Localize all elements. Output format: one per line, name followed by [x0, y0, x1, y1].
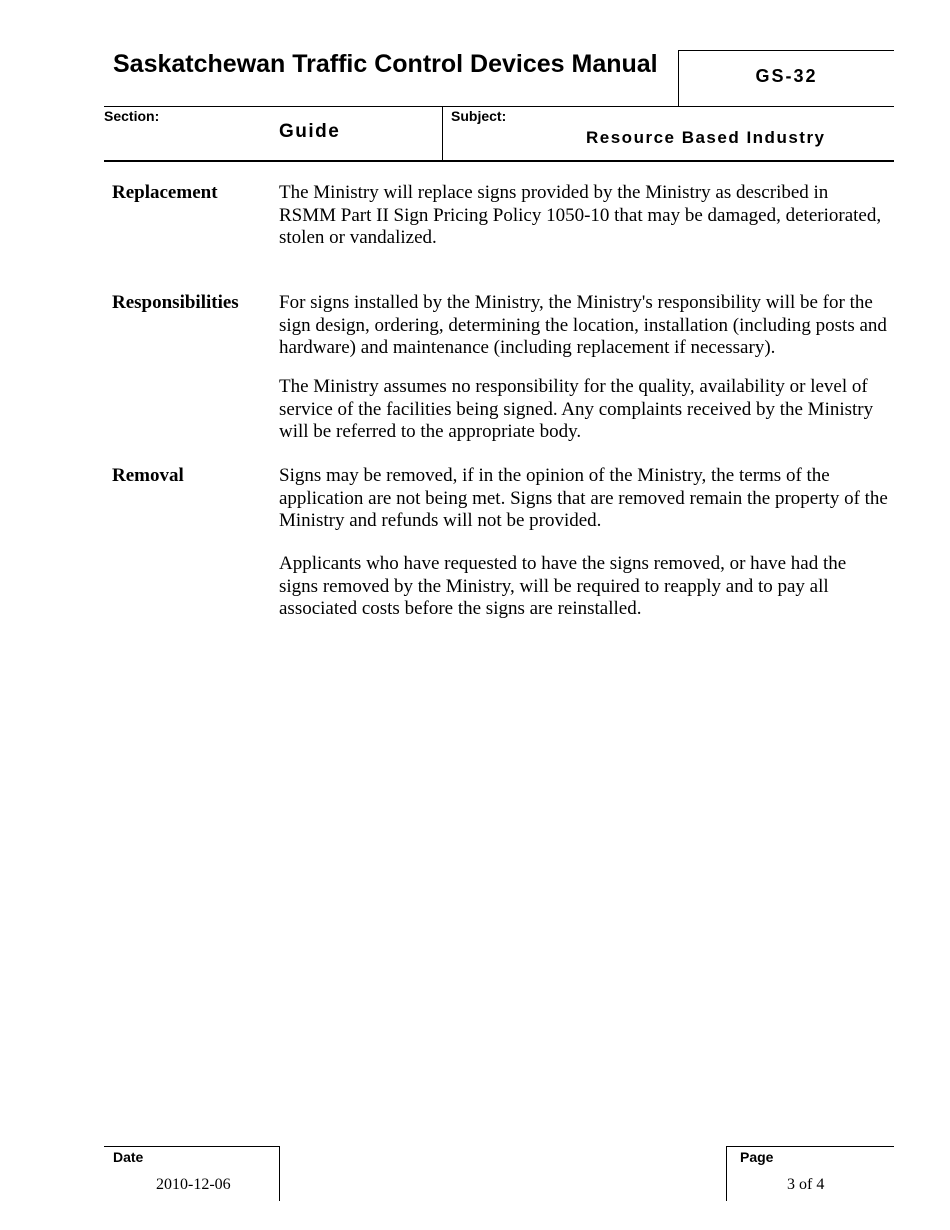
date-value: 2010-12-06 [156, 1176, 231, 1193]
page-box-left-border [726, 1146, 727, 1201]
responsibilities-heading: Responsibilities [112, 292, 239, 313]
page-box-top-border [726, 1146, 894, 1147]
document-title: Saskatchewan Traffic Control Devices Manual [113, 50, 658, 78]
page-label: Page [740, 1149, 774, 1165]
section-label: Section: [104, 108, 160, 124]
date-label: Date [113, 1149, 144, 1165]
replacement-heading: Replacement [112, 182, 218, 203]
section-value: Guide [279, 121, 341, 142]
document-code: GS-32 [755, 66, 818, 86]
removal-paragraph-1: Signs may be removed, if in the opinion of the Ministry, the terms of the application are not being met. Signs that are removed remain the property of the Ministry and refunds will not be provided. [279, 465, 888, 531]
header-column-divider [442, 106, 443, 161]
subject-label: Subject: [451, 108, 507, 124]
page-number: 3 of 4 [787, 1176, 825, 1193]
replacement-paragraph: The Ministry will replace signs provided by the Ministry as described in RSMM Part II Sign Pricing Policy 1050-10 that may be damaged, deteriorated, stolen or vandalized. [279, 182, 882, 248]
responsibilities-paragraph-2: The Ministry assumes no responsibility for the quality, availability or level of service of the facilities being signed. Any complaints received by the Ministry will be referred to the appropriate body. [279, 376, 874, 442]
subject-value: Resource Based Industry [586, 128, 826, 147]
header-divider-bottom [104, 160, 894, 162]
document-code-box [678, 50, 894, 106]
date-box-right-border [279, 1146, 280, 1201]
responsibilities-paragraph-1: For signs installed by the Ministry, the Ministry's responsibility will be for the sign design, ordering, determining the location, installation (including posts and hardware) and maintenance (including replacement if necessary). [279, 292, 887, 358]
date-box-top-border [104, 1146, 279, 1147]
removal-heading: Removal [112, 465, 184, 486]
removal-paragraph-2: Applicants who have requested to have the signs removed, or have had the signs removed by the Ministry, will be required to reapply and to pay all associated costs before the signs are reinstalled. [279, 553, 847, 619]
header-divider-top [104, 106, 894, 107]
